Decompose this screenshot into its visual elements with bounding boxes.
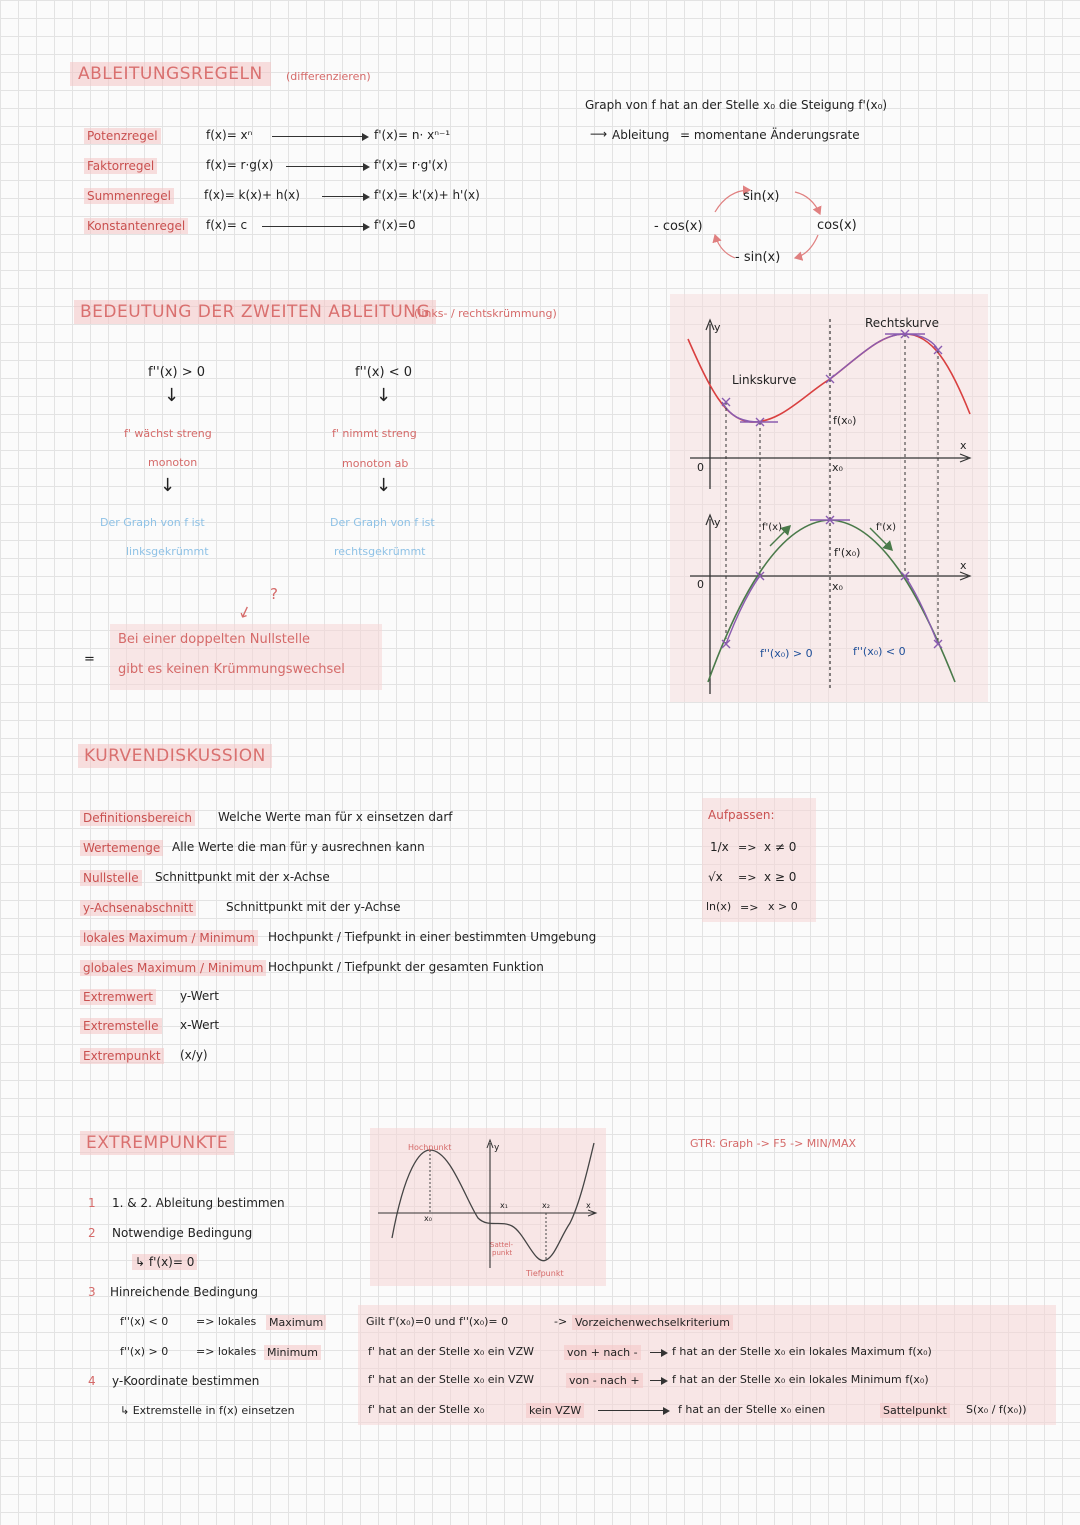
down-arrow: ↓ — [164, 385, 180, 406]
rule-df: f'(x)= r·g'(x) — [374, 158, 448, 172]
vzw-r2c: f hat an der Stelle x₀ ein lokales Minimum f(x₀) — [672, 1373, 929, 1386]
down-arrow: ↓ — [376, 475, 392, 496]
vzw-r2a: f' hat an der Stelle x₀ ein VZW — [368, 1373, 534, 1386]
curvature-graph — [670, 294, 988, 702]
arrow — [286, 166, 368, 167]
section-title-zweite-ableitung: BEDEUTUNG DER ZWEITEN ABLEITUNG — [74, 300, 436, 324]
term: Extremwert — [80, 989, 156, 1005]
rule-f: f(x)= r·g(x) — [206, 158, 274, 172]
term: globales Maximum / Minimum — [80, 960, 266, 976]
cycle-right: cos(x) — [817, 218, 857, 233]
graph-ist: Der Graph von f ist — [330, 516, 435, 529]
rule-f: f(x)= xⁿ — [206, 128, 253, 142]
aufpassen-a: 1/x — [710, 840, 729, 854]
cycle-bottom: - sin(x) — [735, 250, 781, 265]
label-x0: x₀ — [424, 1214, 432, 1223]
term: Extrempunkt — [80, 1048, 164, 1064]
vzw-r1b: von + nach - — [564, 1345, 641, 1360]
vzw-r3c: f hat an der Stelle x₀ einen — [678, 1403, 826, 1416]
aufpassen-title: Aufpassen: — [708, 808, 775, 822]
axis-x: x — [960, 559, 967, 572]
desc: x-Wert — [180, 1018, 220, 1032]
cond-positive: f''(x) > 0 — [148, 365, 205, 380]
down-arrow: ↓ — [376, 385, 392, 406]
aufpassen-arrow: => — [738, 841, 757, 854]
question-mark: ? — [270, 585, 278, 603]
aufpassen-b: x ≠ 0 — [764, 840, 797, 854]
label-rechtskurve: Rechtskurve — [865, 316, 939, 330]
f-nimmt-ab: f' nimmt streng — [332, 427, 417, 440]
desc: Schnittpunkt mit der x-Achse — [155, 870, 330, 884]
label-sattel: Sattel- — [490, 1241, 513, 1249]
label-x1: x₁ — [500, 1201, 508, 1210]
vzw-r3b: kein VZW — [526, 1403, 584, 1418]
label-hochpunkt: Hochpunkt — [408, 1143, 452, 1152]
rule-name: Potenzregel — [84, 128, 161, 144]
label-x2: x₂ — [542, 1201, 550, 1210]
monoton: monoton — [148, 456, 198, 469]
vzw-r3a: f' hat an der Stelle x₀ — [368, 1403, 485, 1416]
label-x0: x₀ — [832, 461, 843, 474]
gtr-note: GTR: Graph -> F5 -> MIN/MAX — [690, 1137, 857, 1150]
note-line1: Bei einer doppelten Nullstelle — [118, 632, 311, 647]
label-neg: f''(x₀) < 0 — [853, 645, 906, 658]
label-punkt: punkt — [492, 1249, 513, 1257]
y-step: ↳ Extremstelle in f(x) einsetzen — [120, 1404, 295, 1417]
rechtsgekruemmt: rechtsgekrümmt — [334, 545, 426, 558]
aufpassen-a: √x — [708, 870, 723, 884]
cycle-left: - cos(x) — [654, 219, 703, 234]
label-fp: f'(x) — [762, 522, 782, 533]
step-number: 3 — [88, 1285, 96, 1299]
note-line2: gibt es keinen Krümmungswechsel — [118, 662, 345, 677]
axis-y: y — [494, 1143, 500, 1153]
cond-negative: f''(x) < 0 — [355, 365, 412, 380]
arrow-glyph: ⟶ — [590, 127, 608, 141]
nb-cond — [132, 1255, 197, 1269]
desc: Schnittpunkt mit der y-Achse — [226, 900, 401, 914]
vzw-r1c: f hat an der Stelle x₀ ein lokales Maximum f(x₀) — [672, 1345, 932, 1358]
term: Wertemenge — [80, 840, 163, 856]
aufpassen-a: ln(x) — [706, 900, 732, 913]
hb1-hl: Maximum — [266, 1315, 326, 1330]
step-text: Hinreichende Bedingung — [110, 1285, 258, 1299]
axis-x: x — [586, 1201, 591, 1210]
hb1-res: => lokales — [196, 1315, 257, 1328]
label-fp: f'(x) — [876, 522, 896, 533]
desc: Hochpunkt / Tiefpunkt der gesamten Funktion — [268, 960, 544, 974]
axis-y: y — [714, 321, 721, 334]
step-number: 2 — [88, 1226, 96, 1240]
arrow — [650, 1352, 666, 1353]
desc: (x/y) — [180, 1048, 208, 1062]
origin: 0 — [697, 461, 704, 474]
term: Nullstelle — [80, 870, 142, 886]
vzw-r3d: Sattelpunkt — [880, 1403, 950, 1418]
cycle-top: sin(x) — [743, 189, 780, 204]
label-fx0: f(x₀) — [833, 414, 857, 427]
desc: y-Wert — [180, 989, 219, 1003]
subtitle-differenzieren: (differenzieren) — [286, 70, 371, 83]
vzw-r3e: S(x₀ / f(x₀)) — [966, 1403, 1027, 1416]
graph-ist: Der Graph von f ist — [100, 516, 205, 529]
hb1-cond: f''(x) < 0 — [120, 1315, 169, 1328]
vzw-arrow: -> — [554, 1315, 568, 1328]
equals-sign: = — [84, 652, 95, 667]
term: Extremstelle — [80, 1018, 162, 1034]
step-text: 1. & 2. Ableitung bestimmen — [112, 1196, 285, 1210]
step-text: Notwendige Bedingung — [112, 1226, 253, 1240]
term: y-Achsenabschnitt — [80, 900, 196, 916]
ableitung-label: Ableitung — [612, 128, 670, 142]
subtitle-kruemmung: (links- / rechtskrümmung) — [414, 307, 557, 320]
origin: 0 — [697, 578, 704, 591]
hb2-res: => lokales — [196, 1345, 257, 1358]
arrow — [322, 196, 368, 197]
rule-f: f(x)= c — [206, 218, 248, 232]
desc: Welche Werte man für x einsetzen darf — [218, 810, 453, 824]
section-title-kurvendiskussion: KURVENDISKUSSION — [78, 744, 272, 768]
label-x0: x₀ — [832, 580, 843, 593]
rule-df: f'(x)= n· xⁿ⁻¹ — [374, 128, 451, 142]
aufpassen-b: x > 0 — [768, 900, 798, 913]
nb-text: ↳ f'(x)= 0 — [132, 1254, 197, 1270]
linksgekruemmt: linksgekrümmt — [126, 545, 209, 558]
step-text: y-Koordinate bestimmen — [112, 1374, 260, 1388]
arrow — [272, 136, 367, 137]
vzw-r2b: von - nach + — [566, 1373, 643, 1388]
step-number: 4 — [88, 1374, 96, 1388]
section-title-ableitungsregeln: ABLEITUNGSREGELN — [70, 62, 271, 86]
hb2-cond: f''(x) > 0 — [120, 1345, 169, 1358]
step-number: 1 — [88, 1196, 96, 1210]
section-title-extrempunkte: EXTREMPUNKTE — [80, 1131, 234, 1155]
arrow — [598, 1410, 668, 1411]
monoton-ab: monoton ab — [342, 457, 409, 470]
aenderungsrate-note: = momentane Änderungsrate — [680, 128, 860, 142]
hb2-hl: Minimum — [264, 1345, 321, 1360]
axis-x: x — [960, 439, 967, 452]
rule-df: f'(x)= k'(x)+ h'(x) — [374, 188, 480, 202]
vzw-criterion: Vorzeichenwechselkriterium — [572, 1315, 733, 1330]
steigung-note: Graph von f hat an der Stelle x₀ die Steigung f'(x₀) — [585, 98, 888, 112]
rule-name: Konstantenregel — [84, 218, 188, 234]
label-fpx0: f'(x₀) — [834, 546, 861, 559]
arrow — [262, 226, 368, 227]
label-pos: f''(x₀) > 0 — [760, 647, 813, 660]
extrem-graph — [370, 1128, 606, 1286]
rule-df: f'(x)=0 — [374, 218, 416, 232]
arrow — [650, 1380, 666, 1381]
trig-derivative-cycle — [640, 180, 900, 275]
label-linkskurve: Linkskurve — [732, 373, 797, 387]
label-tiefpunkt: Tiefpunkt — [526, 1269, 564, 1278]
term: lokales Maximum / Minimum — [80, 930, 258, 946]
rule-name: Faktorregel — [84, 158, 157, 174]
term: Definitionsbereich — [80, 810, 195, 826]
arrow-glyph: ↙ — [235, 600, 255, 623]
vzw-intro: Gilt f'(x₀)=0 und f''(x₀)= 0 — [366, 1315, 509, 1328]
aufpassen-arrow: => — [740, 901, 759, 914]
desc: Hochpunkt / Tiefpunkt in einer bestimmten Umgebung — [268, 930, 597, 944]
desc: Alle Werte die man für y ausrechnen kann — [172, 840, 425, 854]
down-arrow: ↓ — [160, 475, 176, 496]
aufpassen-b: x ≥ 0 — [764, 870, 797, 884]
axis-y: y — [714, 516, 721, 529]
f-waechst: f' wächst streng — [124, 427, 212, 440]
rule-f: f(x)= k(x)+ h(x) — [204, 188, 300, 202]
vzw-r1a: f' hat an der Stelle x₀ ein VZW — [368, 1345, 534, 1358]
rule-name: Summenregel — [84, 188, 174, 204]
aufpassen-arrow: => — [738, 871, 757, 884]
